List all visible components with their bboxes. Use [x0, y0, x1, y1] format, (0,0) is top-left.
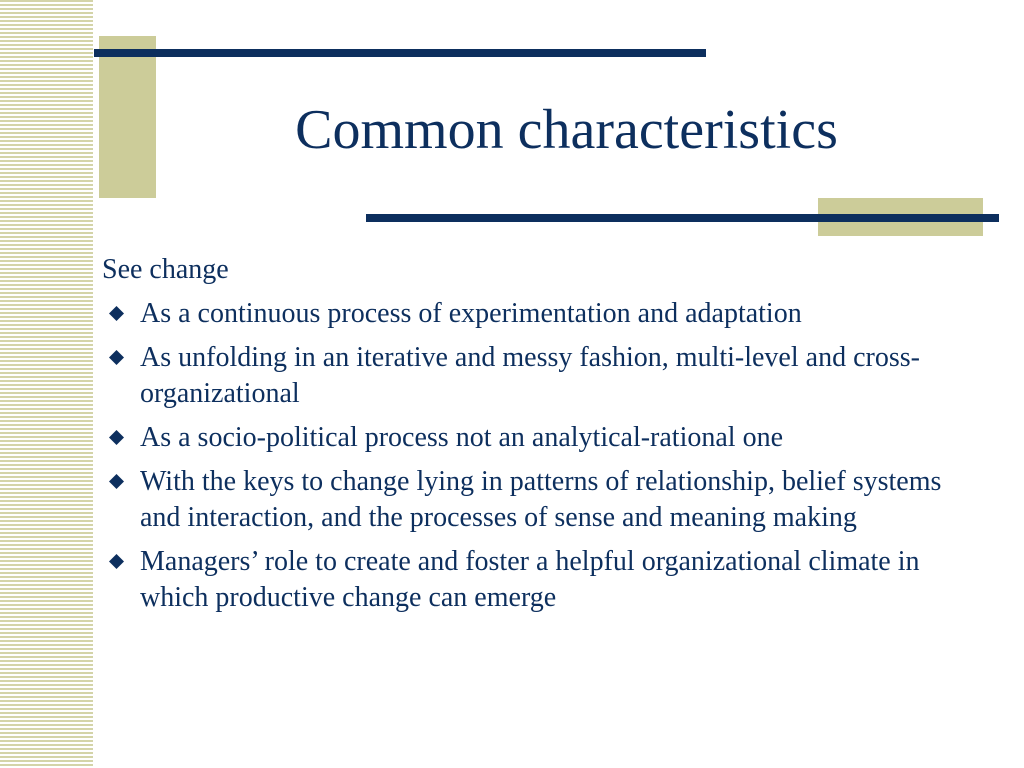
intro-text: See change [102, 254, 229, 285]
diamond-bullet-icon [108, 305, 125, 322]
diamond-bullet-icon [108, 429, 125, 446]
bullet-text: As a continuous process of experimentation and adaptation [140, 298, 802, 329]
bullet-item [102, 340, 982, 412]
slide-title: Common characteristics [295, 99, 838, 161]
bullet-text: Managers’ role to create and foster a helpful organizational climate in which productive change can emerge [140, 546, 920, 613]
bullet-list [102, 296, 982, 616]
title-rule-top [94, 49, 706, 57]
bullet-text: As a socio-political process not an analytical-rational one [140, 422, 784, 453]
bullet-text: As unfolding in an iterative and messy fashion, multi-level and cross-organizational [140, 342, 920, 409]
diamond-bullet-icon [108, 473, 125, 490]
bullet-item [102, 420, 982, 456]
title-rule-bottom [366, 214, 999, 222]
diamond-bullet-icon [108, 553, 125, 570]
striped-left-border [0, 0, 93, 768]
bullet-item [102, 544, 982, 616]
diamond-bullet-icon [108, 349, 125, 366]
decorative-block-top [99, 36, 156, 198]
bullet-text: With the keys to change lying in patterns of relationship, belief systems and interaction, and the processes of sense and meaning making [140, 466, 942, 533]
slide-body [102, 252, 982, 624]
bullet-item [102, 464, 982, 536]
bullet-item [102, 296, 982, 332]
